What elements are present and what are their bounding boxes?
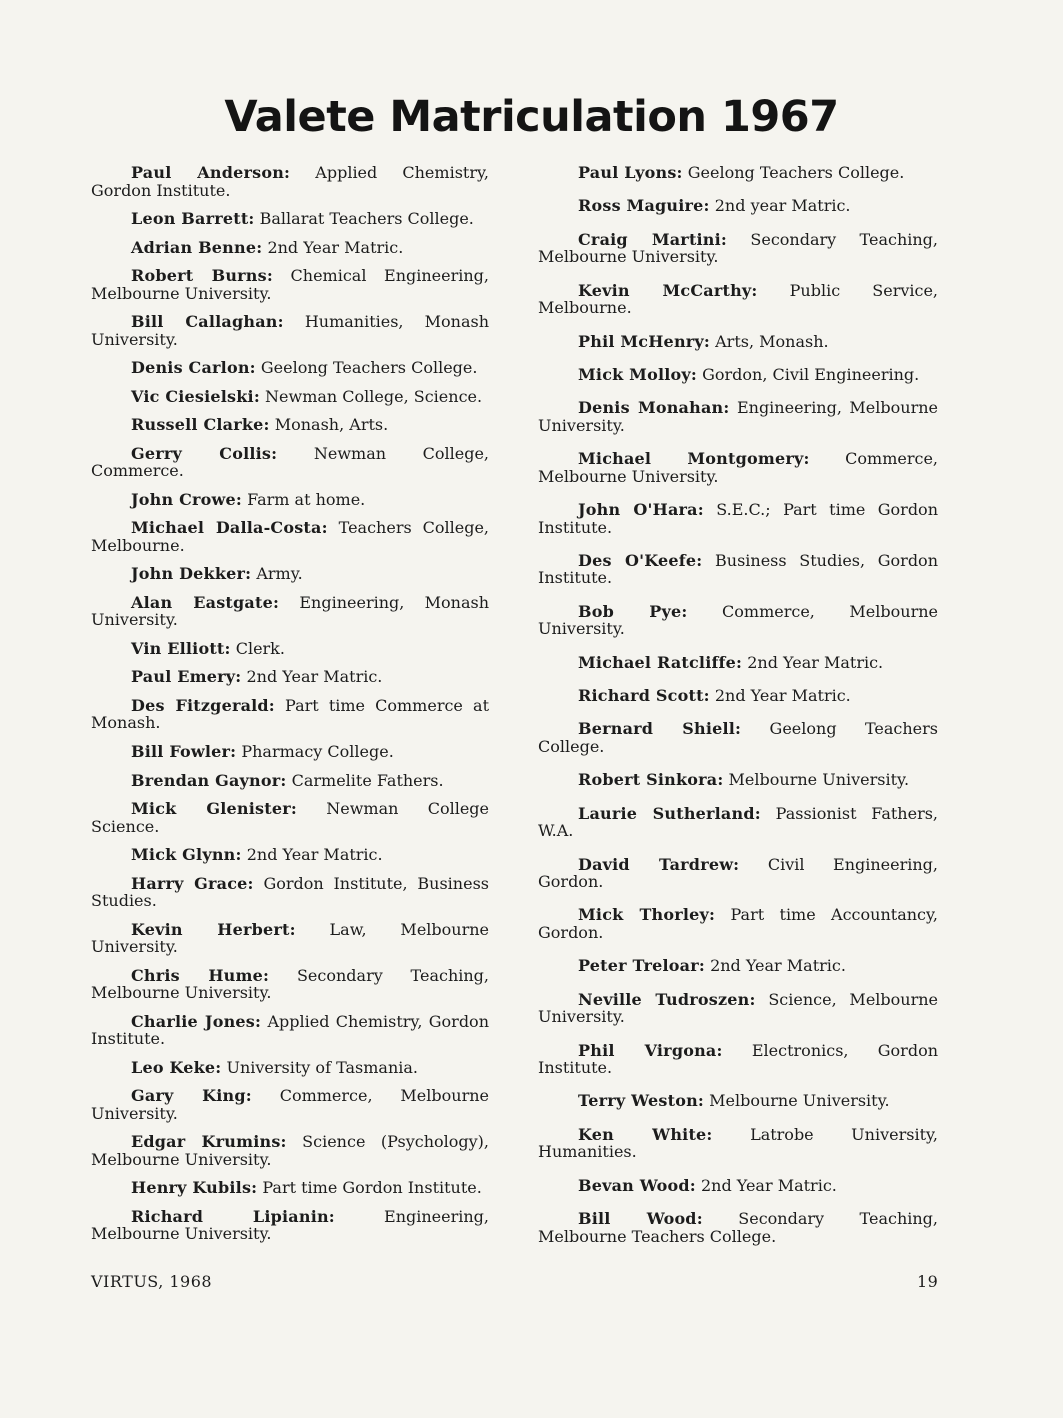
entry-text: Part time Commerce at Monash.	[91, 695, 489, 733]
entry	[538, 771, 938, 789]
entry	[91, 594, 489, 629]
entry-name: Brendan Gaynor:	[131, 770, 287, 790]
entry-text: Geelong Teachers College.	[260, 358, 478, 378]
entry	[538, 333, 938, 351]
footer-publication: VIRTUS, 1968	[91, 1272, 213, 1291]
entry-name: Robert Sinkora:	[578, 770, 724, 790]
entry-text: Farm at home.	[247, 489, 366, 509]
entry	[91, 491, 489, 509]
entry-text: Electronics, Gordon Institute.	[538, 1040, 939, 1077]
entry-name: John Crowe:	[131, 489, 242, 509]
entry-text: 2nd Year Matric.	[710, 956, 846, 976]
entry	[538, 197, 938, 215]
entry-text: Public Service, Melbourne.	[538, 280, 939, 318]
entry-name: Vic Ciesielski:	[131, 386, 260, 406]
entry	[538, 231, 938, 266]
entry-name: Harry Grace:	[131, 873, 254, 893]
entry	[91, 565, 489, 583]
entry	[91, 640, 489, 658]
entry-name: Richard Lipianin:	[131, 1206, 335, 1226]
entry-text: Teachers College, Melbourne.	[91, 518, 490, 555]
entry-name: Kevin McCarthy:	[578, 280, 758, 300]
entry-name: Edgar Krumins:	[131, 1132, 287, 1152]
entry-name: Leo Keke:	[131, 1057, 222, 1077]
entry-name: Paul Anderson:	[131, 163, 291, 182]
entry-name: Michael Ratcliffe:	[578, 652, 743, 672]
entry-text: Civil Engineering, Gordon.	[538, 854, 939, 891]
entry-name: Gerry Collis:	[131, 443, 278, 463]
entry-name: Peter Treloar:	[578, 956, 705, 976]
entry-text: Newman College, Science.	[265, 386, 483, 406]
entry-text: Science (Psychology), Melbourne University.	[91, 1132, 489, 1169]
entry	[538, 450, 938, 485]
entry-name: Alan Eastgate:	[131, 592, 280, 612]
entry-text: Ballarat Teachers College.	[259, 209, 474, 229]
entry-name: Craig Martini:	[578, 229, 728, 249]
entry-name: Mick Thorley:	[578, 905, 716, 925]
entry-text: Army.	[256, 564, 303, 584]
entry-name: Charlie Jones:	[131, 1011, 262, 1031]
entry-name: Henry Kubils:	[131, 1178, 258, 1198]
entry-name: Laurie Sutherland:	[578, 803, 761, 823]
entry-text: Carmelite Fathers.	[291, 770, 444, 790]
entry-name: Vin Elliott:	[131, 638, 231, 658]
entry	[91, 1133, 489, 1168]
entry-name: Adrian Benne:	[131, 237, 263, 257]
entry	[91, 668, 489, 686]
entry	[91, 1179, 489, 1197]
entry	[91, 800, 489, 835]
entry-name: Kevin Herbert:	[131, 919, 296, 939]
entry	[538, 164, 938, 182]
entry-text: Geelong Teachers College.	[687, 163, 905, 182]
entry-text: Secondary Teaching, Melbourne Teachers College.	[538, 1209, 938, 1246]
entry	[91, 359, 489, 377]
entry	[538, 991, 938, 1026]
entry-text: Commerce, Melbourne University.	[538, 601, 938, 639]
entry-name: Russell Clarke:	[131, 415, 270, 435]
entry-text: University of Tasmania.	[226, 1057, 419, 1077]
entry	[538, 501, 938, 536]
entry-text: Newman College, Commerce.	[91, 443, 490, 481]
entry-name: Mick Molloy:	[578, 364, 698, 384]
entry-text: Passionist Fathers, W.A.	[538, 803, 939, 841]
entry	[91, 519, 489, 554]
page-title: Valete Matriculation 1967	[224, 92, 839, 142]
entry	[91, 210, 489, 228]
entry-name: Bill Wood:	[578, 1209, 703, 1228]
entry-text: Humanities, Monash University.	[91, 312, 489, 349]
entry-name: Robert Burns:	[131, 266, 273, 286]
entry-name: Paul Emery:	[131, 667, 242, 687]
entry-name: Ken White:	[578, 1124, 713, 1144]
entry	[538, 603, 938, 638]
entry-name: Michael Dalla-Costa:	[131, 518, 328, 538]
entry-name: Michael Montgomery:	[578, 449, 810, 469]
entry-text: Part time Accountancy, Gordon.	[538, 905, 938, 942]
entry	[91, 445, 489, 480]
entry-text: 2nd Year Matric.	[700, 1175, 837, 1195]
entry	[91, 921, 489, 956]
entry-name: Des O'Keefe:	[578, 550, 703, 570]
entry-text: Applied Chemistry, Gordon Institute.	[91, 163, 489, 200]
entry-name: John Dekker:	[131, 564, 252, 584]
entry	[91, 1013, 489, 1048]
entry	[91, 164, 489, 199]
entry	[538, 399, 938, 434]
entry	[538, 366, 938, 384]
entry-name: Bevan Wood:	[578, 1175, 696, 1195]
entry-name: Mick Glynn:	[131, 845, 242, 865]
entry	[538, 282, 938, 317]
entry-text: 2nd Year Matric.	[714, 686, 851, 705]
entry	[91, 1087, 489, 1122]
entry-name: Denis Carlon:	[131, 358, 256, 378]
entry-text: Science, Melbourne University.	[538, 989, 938, 1027]
entry-text: 2nd year Matric.	[714, 196, 851, 216]
entry	[538, 856, 938, 891]
entry-text: Secondary Teaching, Melbourne University.	[91, 965, 490, 1003]
entry-text: Newman College Science.	[91, 799, 489, 836]
entry	[538, 654, 938, 672]
entry	[538, 957, 938, 975]
entry-text: Chemical Engineering, Melbourne University.	[91, 266, 490, 303]
entry	[91, 697, 489, 732]
entry	[538, 1177, 938, 1195]
entry-text: 2nd Year Matric.	[267, 237, 404, 257]
entry-text: Gordon Institute, Business Studies.	[91, 873, 489, 911]
entry	[538, 552, 938, 587]
entry	[91, 967, 489, 1002]
entry-name: Bill Callaghan:	[131, 312, 284, 332]
entry-text: Engineering, Melbourne University.	[91, 1206, 489, 1244]
entry-text: Engineering, Melbourne University.	[538, 398, 938, 435]
entry-text: Clerk.	[235, 638, 285, 658]
entry-text: S.E.C.; Part time Gordon Institute.	[538, 500, 938, 537]
entry-name: Des Fitzgerald:	[131, 695, 275, 715]
entry-name: Paul Lyons:	[578, 163, 683, 182]
entry-text: Commerce, Melbourne University.	[538, 449, 938, 486]
entry	[91, 416, 489, 434]
entry	[91, 1059, 489, 1077]
footer-page-number: 19	[917, 1272, 939, 1291]
entry	[538, 687, 938, 705]
entry-text: Arts, Monash.	[715, 331, 829, 351]
entry-name: John O'Hara:	[578, 500, 704, 519]
left-column	[91, 164, 489, 1243]
entry-text: 2nd Year Matric.	[246, 845, 383, 865]
entry-name: Phil McHenry:	[578, 331, 711, 351]
entry-name: Bill Fowler:	[131, 742, 237, 761]
entry-name: Neville Tudroszen:	[578, 989, 756, 1009]
entry-text: Law, Melbourne University.	[91, 919, 490, 957]
entry	[91, 267, 489, 302]
entry-text: Latrobe University, Humanities.	[538, 1124, 938, 1162]
entry	[538, 1210, 938, 1245]
entry-name: Phil Virgona:	[578, 1040, 723, 1060]
entry	[538, 1042, 938, 1077]
entry	[538, 1092, 938, 1110]
entry-text: Melbourne University.	[709, 1091, 890, 1111]
entry	[91, 772, 489, 790]
entry-name: Mick Glenister:	[131, 799, 297, 819]
entry	[91, 388, 489, 406]
entry-text: Secondary Teaching, Melbourne University.	[538, 229, 938, 267]
entry	[91, 875, 489, 910]
entry-name: David Tardrew:	[578, 854, 740, 874]
entry	[538, 906, 938, 941]
entry-text: Engineering, Monash University.	[91, 592, 490, 630]
entry-text: Business Studies, Gordon Institute.	[538, 550, 938, 588]
entry-name: Bernard Shiell:	[578, 719, 742, 739]
entry	[538, 720, 938, 755]
entry-text: Monash, Arts.	[274, 415, 389, 435]
entry-text: 2nd Year Matric.	[246, 667, 383, 687]
entry-name: Leon Barrett:	[131, 209, 255, 229]
entry	[538, 1126, 938, 1161]
entry-name: Denis Monahan:	[578, 398, 730, 418]
entry-text: Melbourne University.	[728, 770, 910, 790]
entry	[538, 805, 938, 840]
entry	[91, 313, 489, 348]
entry-text: 2nd Year Matric.	[747, 652, 884, 672]
entry-text: Commerce, Melbourne University.	[91, 1086, 489, 1123]
right-column	[538, 164, 938, 1245]
entry-name: Terry Weston:	[578, 1091, 705, 1111]
entry-text: Geelong Teachers College.	[538, 719, 938, 756]
entry-name: Chris Hume:	[131, 965, 270, 985]
entry-text: Part time Gordon Institute.	[262, 1178, 482, 1198]
entry	[91, 239, 489, 257]
entry-name: Bob Pye:	[578, 601, 688, 621]
entry-name: Ross Maguire:	[578, 196, 710, 216]
entry-text: Applied Chemistry, Gordon Institute.	[91, 1011, 489, 1049]
entry-text: Gordon, Civil Engineering.	[702, 364, 920, 384]
entry	[91, 846, 489, 864]
entry-name: Richard Scott:	[578, 686, 710, 705]
entry	[91, 743, 489, 761]
entry-text: Pharmacy College.	[241, 742, 394, 761]
entry-name: Gary King:	[131, 1086, 252, 1106]
entry	[91, 1208, 489, 1243]
